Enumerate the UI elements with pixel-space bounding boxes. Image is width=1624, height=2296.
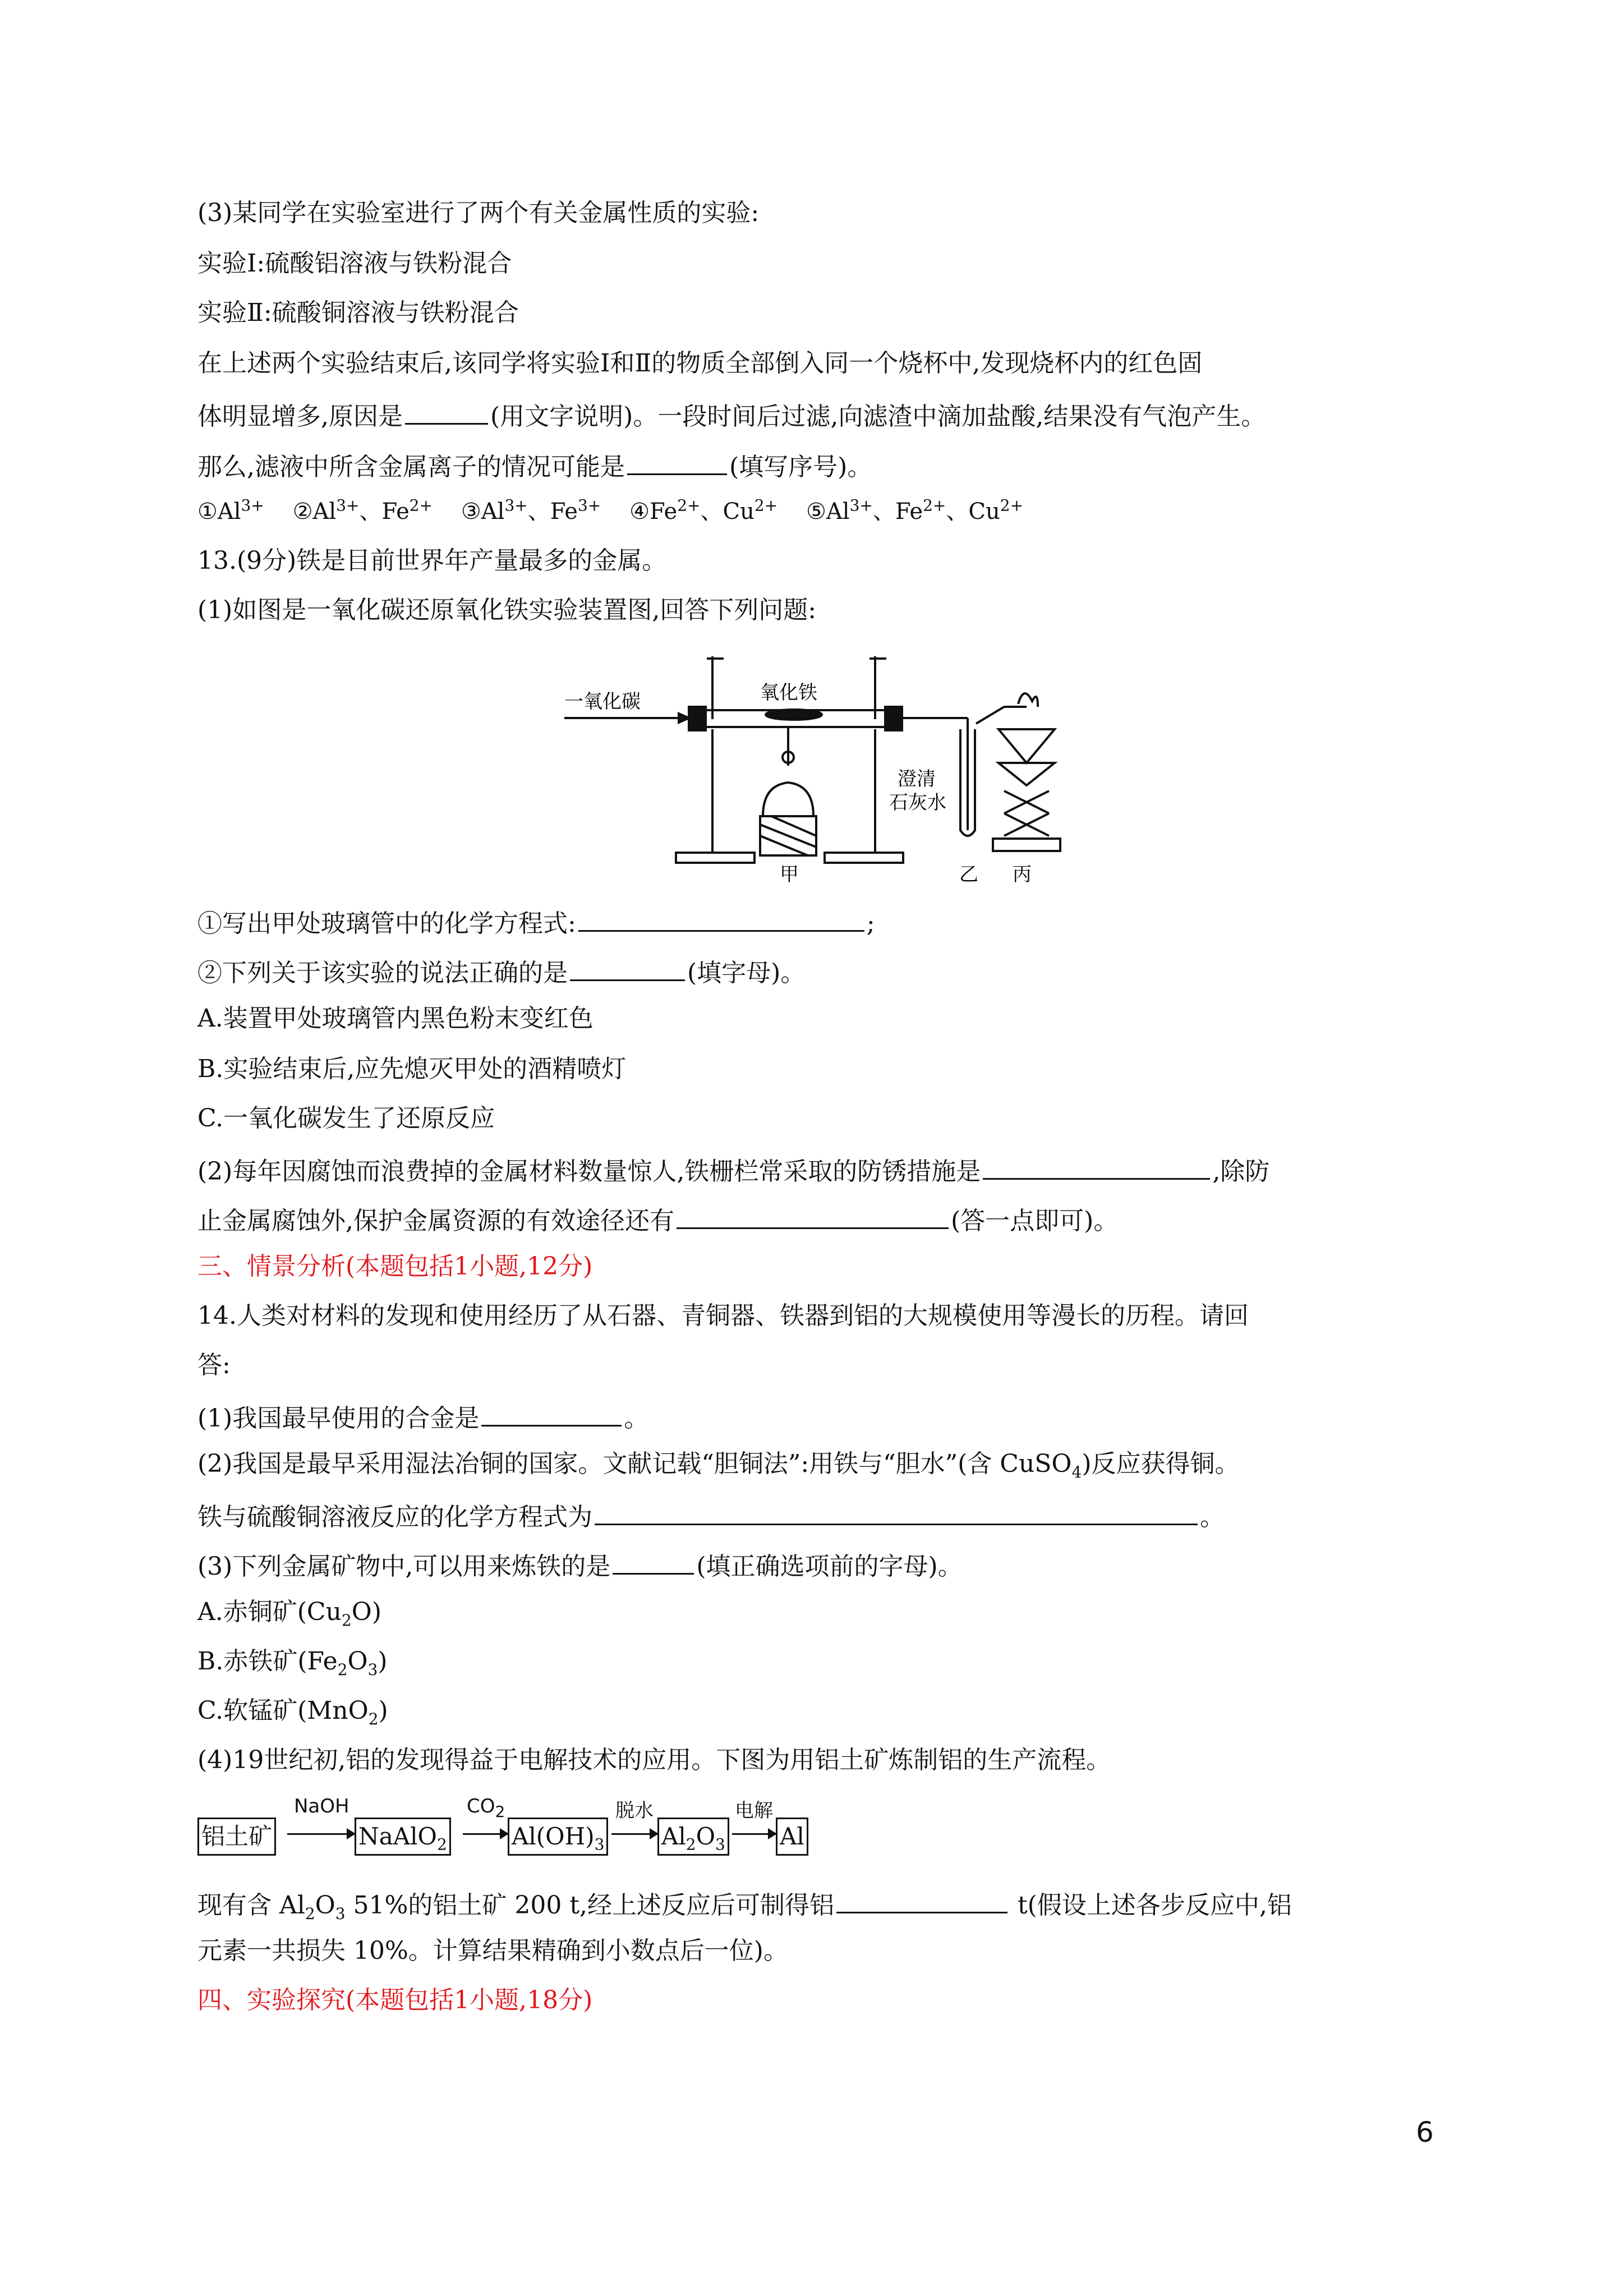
- label-bing: 丙: [1013, 863, 1032, 886]
- answer-blank[interactable]: [677, 1202, 949, 1229]
- text: ①写出甲处玻璃管中的化学方程式:: [197, 909, 576, 938]
- option-a: A.装置甲处玻璃管内黑色粉末变红色: [197, 1004, 594, 1033]
- q14-calc-line2: 元素一共损失 10%。计算结果精确到小数点后一位)。: [197, 1936, 788, 1965]
- answer-blank[interactable]: [481, 1399, 622, 1427]
- text: (填字母)。: [687, 959, 806, 987]
- q13-title: 13.(9分)铁是目前世界年产量最多的金属。: [197, 546, 667, 575]
- q14-title-cont: 答:: [197, 1351, 231, 1379]
- q14-part1: [197, 1399, 648, 1434]
- apparatus-diagram: [561, 645, 1077, 892]
- q14-option-b: B.赤铁矿$(Fe_2O_3)$: [197, 1647, 388, 1679]
- paragraph-line: [197, 397, 1266, 432]
- q13-part1: (1)如图是一氧化碳还原氧化铁实验装置图,回答下列问题:: [197, 596, 817, 624]
- flow-box-bauxite: 铝土矿: [197, 1818, 276, 1856]
- flow-arrow-icon: [287, 1833, 355, 1835]
- answer-blank[interactable]: [627, 448, 727, 475]
- experiment-1: 实验Ⅰ:硫酸铝溶液与铁粉混合: [197, 249, 512, 278]
- text: (填写序号)。: [729, 453, 872, 481]
- answer-blank[interactable]: [570, 954, 685, 981]
- limewater-label-2: 石灰水: [889, 792, 946, 814]
- q12-part3-intro: (3)某同学在实验室进行了两个有关金属性质的实验:: [197, 199, 760, 227]
- q14-title: 14.人类对材料的发现和使用经历了从石器、青铜器、铁器到铝的大规模使用等漫长的历程。请回: [197, 1301, 1249, 1330]
- section-4-heading: 四、实验探究(本题包括1小题,18分): [197, 1986, 593, 2014]
- text: (1)我国最早使用的合金是: [197, 1404, 480, 1433]
- q13-part2-a: [197, 1152, 1269, 1188]
- flow-arrow-icon: [463, 1833, 508, 1835]
- flow-label-electrolysis: 电解: [735, 1800, 773, 1822]
- q14-calc-line1: 现有含 $Al_2O_3$ 51%的铝土矿 200 t,经上述反应后可制得铝 t(假设上述各步反应中,铝: [197, 1886, 1292, 1921]
- answer-blank[interactable]: [983, 1152, 1210, 1180]
- process-flow: [197, 1795, 820, 1857]
- section-3-heading: 三、情景分析(本题包括1小题,12分): [197, 1252, 593, 1281]
- q14-part3: [197, 1547, 963, 1582]
- label-jia: 甲: [780, 863, 799, 886]
- co-label: 一氧化碳: [564, 691, 641, 713]
- q14-part2-b: [197, 1498, 1225, 1533]
- text: (3)下列金属矿物中,可以用来炼铁的是: [197, 1552, 611, 1581]
- flow-label-naoh: NaOH: [294, 1795, 349, 1818]
- experiment-2: 实验Ⅱ:硫酸铜溶液与铁粉混合: [197, 298, 519, 327]
- text: 止金属腐蚀外,保护金属资源的有效途径还有: [197, 1207, 674, 1235]
- text: 那么,滤液中所含金属离子的情况可能是: [197, 453, 625, 481]
- q13-part2-b: [197, 1202, 1118, 1237]
- label-yi: 乙: [959, 863, 978, 886]
- text: 体明显增多,原因是: [197, 402, 403, 431]
- answer-blank[interactable]: [836, 1886, 1007, 1913]
- text: 。: [1200, 1503, 1225, 1531]
- flow-box-naalo2: NaAlO$_2$: [355, 1818, 451, 1856]
- text: ②下列关于该实验的说法正确的是: [197, 959, 568, 987]
- text: (答一点即可)。: [951, 1207, 1119, 1235]
- text: 铁与硫酸铜溶液反应的化学方程式为: [197, 1503, 592, 1531]
- q14-option-a: A.赤铜矿$(Cu_2O)$: [197, 1598, 382, 1630]
- answer-blank[interactable]: [613, 1547, 694, 1575]
- text: ,除防: [1212, 1157, 1270, 1186]
- answer-blank[interactable]: [578, 904, 864, 932]
- q14-option-c: C.软锰矿(MnO$_2$): [197, 1696, 388, 1728]
- text: (2)每年因腐蚀而浪费掉的金属材料数量惊人,铁栅栏常采取的防锈措施是: [197, 1157, 981, 1186]
- q13-part1-b: [197, 954, 805, 989]
- flow-label-dehydrate: 脱水: [615, 1800, 654, 1822]
- q13-part1-a: ①写出甲处玻璃管中的化学方程式: ;: [197, 904, 875, 940]
- flow-arrow-icon: [611, 1833, 657, 1835]
- flow-label-co2: $CO_2$: [467, 1795, 505, 1821]
- paragraph-line: [197, 448, 872, 483]
- answer-blank[interactable]: [405, 397, 488, 425]
- iron-oxide-label: 氧化铁: [760, 682, 817, 704]
- q14-part4: (4)19世纪初,铝的发现得益于电解技术的应用。下图为用铝土矿炼制铝的生产流程。: [197, 1746, 1111, 1774]
- flow-box-al: Al: [776, 1818, 808, 1856]
- ion-options: $①Al^{3+}$ $②Al^{3+}$、$Fe^{2+}$ $③Al^{3+}$、$Fe^{3+}$ $④Fe^{2+}$、$Cu^{2+}$ $⑤Al^{3+}$、$Fe^{2+}$、$Cu^{2+}$: [197, 496, 1024, 524]
- q14-part2-a: (2)我国是最早采用湿法冶铜的国家。文献记载“胆铜法”:用铁与“胆水”(含 CuSO$_4$)反应获得铜。: [197, 1450, 1240, 1481]
- option-c: C.一氧化碳发生了还原反应: [197, 1104, 495, 1133]
- flow-arrow-icon: [732, 1833, 776, 1835]
- answer-blank[interactable]: [595, 1498, 1198, 1525]
- limewater-label-1: 澄清: [898, 768, 936, 790]
- text: (用文字说明)。一段时间后过滤,向滤渣中滴加盐酸,结果没有气泡产生。: [490, 402, 1266, 431]
- option-b: B.实验结束后,应先熄灭甲处的酒精喷灯: [197, 1055, 627, 1083]
- text: (填正确选项前的字母)。: [696, 1552, 963, 1581]
- paragraph-line: 在上述两个实验结束后,该同学将实验Ⅰ和Ⅱ的物质全部倒入同一个烧杯中,发现烧杯内的红色固: [197, 349, 1203, 378]
- text: 。: [624, 1404, 649, 1433]
- flow-box-al2o3: $Al_2O_3$: [657, 1818, 729, 1856]
- page-number: 6: [1416, 2116, 1434, 2148]
- flow-box-aloh3: $Al(OH)_3$: [508, 1818, 608, 1856]
